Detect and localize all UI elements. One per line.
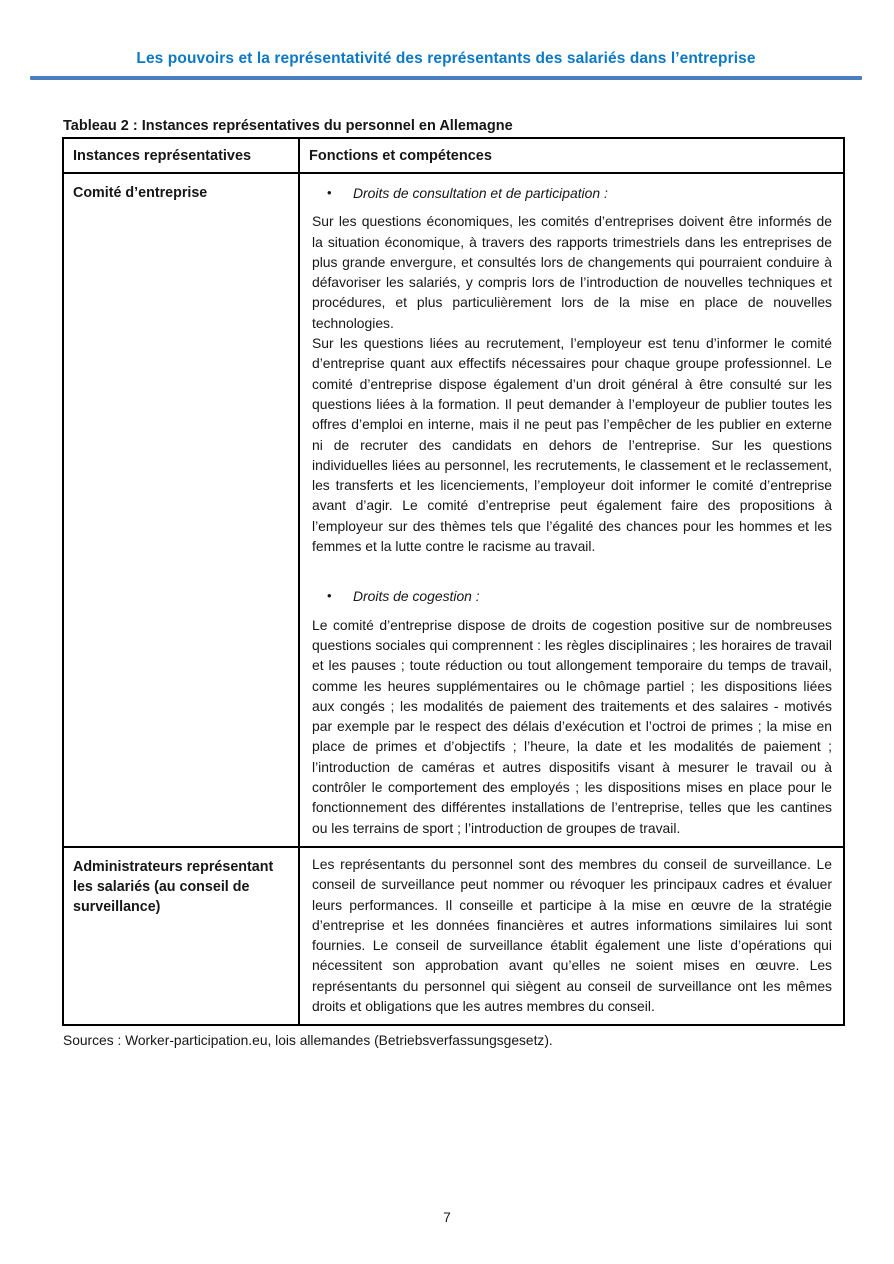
- functions-cell-comite: [299, 173, 844, 847]
- table-caption: Tableau 2 : Instances représentatives du personnel en Allemagne: [63, 118, 513, 134]
- table-row: [63, 173, 844, 847]
- sources-note: Sources : Worker-participation.eu, lois allemandes (Betriebsverfassungsgesetz).: [63, 1033, 553, 1049]
- paragraph-recruitment-questions: Sur les questions liées au recrutement, l’employeur est tenu d’informer le comité d’entreprise quant aux effectifs nécessaires pour chaque groupe professionnel. Le comité d’entreprise dispose également d’un droit général à être consulté sur les questions liées à la formation. Il peut demander à l’employeur de publier toutes les offres d’emploi en interne, mais il ne peut pas l’empêcher de les publier en externe ni de recruter des candidats en dehors de l’entreprise. Sur les questions individuelles liées au personnel, les recrutements, le classement et le reclassement, les transferts et les licenciements, l’employeur doit informer le comité d’entreprise avant d’agir. Le comité d’entreprise peut également faire des propositions à l’employeur sur des thèmes tels que l’égalité des chances pour les hommes et les femmes et la lutte contre le racisme au travail.: [312, 335, 832, 555]
- instance-name-administrateurs: Administrateurs représentant les salariés (au conseil de surveillance): [63, 847, 299, 1025]
- table-header-row: [63, 138, 844, 173]
- section-gap: [312, 556, 832, 583]
- bullet-item-cogestion: [327, 586, 832, 606]
- representatives-table: [62, 137, 845, 1026]
- page-header: [30, 50, 862, 80]
- page-number: 7: [443, 1210, 451, 1225]
- bullet-icon: •: [327, 185, 332, 200]
- functions-cell-administrateurs: [299, 847, 844, 1025]
- bullet-icon: •: [327, 588, 332, 604]
- bullet-label-consultation: Droits de consultation et de participation :: [353, 185, 608, 201]
- paragraph-economic-questions: Sur les questions économiques, les comités d’entreprises doivent être informés de la situation économique, à travers des rapports trimestriels dans les entreprises de plus grande envergure, et consultés lors de changements qui pourraient conduire à défavoriser les salariés, y compris lors de l’introduction de nouvelles techniques et procédures, et plus particulièrement lors de la mise en place de nouvelles technologies.: [312, 213, 832, 331]
- paragraph-supervisory-board: Les représentants du personnel sont des membres du conseil de surveillance. Le conseil de surveillance peut nommer ou révoquer les principaux cadres et évaluer leurs performances. Il conseille et participe à la mise en œuvre de la stratégie d’entreprise et les données financières et autres informations similaires lui sont fournies. Le conseil de surveillance établit également une liste d’opérations qui nécessitent son approbation avant qu’elles ne soient mises en œuvre. Les représentants du personnel qui siègent au conseil de surveillance ont les mêmes droits et obligations que les autres membres du conseil.: [312, 855, 832, 1014]
- column-header-instances: Instances représentatives: [63, 138, 299, 173]
- bullet-item-consultation: [327, 183, 832, 203]
- column-header-fonctions: Fonctions et compétences: [299, 138, 844, 173]
- document-body: [62, 118, 845, 1048]
- page-footer: [0, 1210, 894, 1225]
- running-header-title: Les pouvoirs et la représentativité des représentants des salariés dans l’entreprise: [136, 50, 756, 67]
- bullet-label-cogestion: Droits de cogestion :: [353, 588, 480, 605]
- table-row: [63, 847, 844, 1025]
- instance-name-comite: Comité d’entreprise: [63, 173, 299, 847]
- paragraph-cogestion-rights: Le comité d’entreprise dispose de droits de cogestion positive sur de nombreuses questions sociales qui comprennent : les règles disciplinaires ; les horaires de travail et les pauses ; toute réduction ou tout allongement temporaire du temps de travail, comme les heures supplémentaires ou le chômage partiel ; les dispositions liées aux congés ; les modalités de paiement des traitements et des salaires - motivés par exemple par le respect des délais d’exécution et l’octroi de primes ; la mise en place de primes et d’objectifs ; l’heure, la date et les modalités de paiement ; l’introduction de caméras et autres dispositifs visant à mesurer le travail ou à contrôler le comportement des employés ; les dispositions mises en place pour le fonctionnement des différentes installations de l’entreprise, telles que les cantines ou les terrains de sport ; l’introduction de groupes de travail.: [312, 616, 832, 836]
- header-rule-divider: [30, 76, 862, 80]
